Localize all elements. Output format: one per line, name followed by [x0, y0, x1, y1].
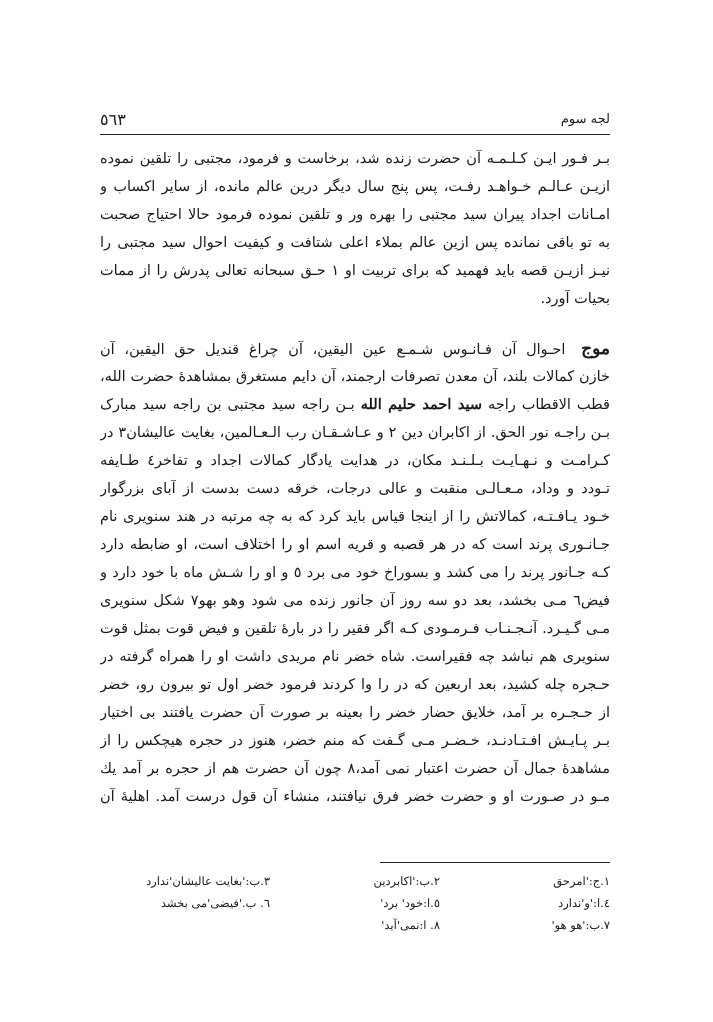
footnote-row [100, 892, 610, 914]
text-line: بـن راجـه نور الحق. از اکابران دین ۲ و عـاشـقـان رب الـعـالمین، بغایت عالیشان۳ در [100, 425, 610, 441]
text-line: از حـجـره بر آمد، خلایق حضار خضر را بعینه بر صورت آن حضرت یافتند بی اختیار [100, 705, 610, 721]
text-line: امـانات اجداد پیران سید مجتبی را بهره ور و تلقین نموده فرمود حالا احتیاج صحبت [100, 207, 610, 223]
footnote-row [100, 870, 610, 892]
footnote: ٦. ب.'فیضی'می بخشد [160, 896, 270, 910]
text-line [100, 391, 610, 419]
text-line: حـجره چله کشید، بعد اربعین که در را وا کردند فرمود خضر اول تو بیرون رو، خضر [100, 677, 610, 693]
text-line: به تو باقی نمانده پس ازین عالم بملاء اعلی شتافت و کیفیت احوال سید مجتبی را [100, 235, 610, 251]
footnote: ٥.ا:خود' برد' [380, 896, 440, 910]
footnote: ۱.ج:'امرحق [553, 874, 610, 888]
text-line: بـر فـور ایـن کـلـمـه آن حضرت زنده شد، برخاست و فرمود، مجتبی را تلقین نموده [100, 151, 610, 167]
header-rule [100, 134, 610, 135]
text-line: نیـز ازیـن قصه باید فهمید که برای تربیت او ۱ حـق سبحانه تعالی پدرش را از ممات [100, 263, 610, 279]
footnote: ۸. ا:نمی'آید' [381, 918, 440, 932]
highlighted-name: سید احمد حلیم الله [360, 396, 482, 413]
text-line: بـر پـایـش افـتـادنـد، خـضـر مـی گـفت که منم خضر، هنوز در حجره هیچکس را از [100, 733, 610, 749]
footnotes [100, 870, 610, 936]
footnote: ۷.ب:'هو هو' [551, 918, 610, 932]
text-line: مشاهدهٔ جمال آن حضرت اعتبار نمی آمد،۸ چون آن حضرت هم از حجره بر آمد یك [100, 761, 610, 777]
text-line: تـودد و وداد، مـعـالـی منقبت و عالی درجات، خرقه دست بدست از آبای بزرگوار [100, 481, 610, 497]
footnote-row [100, 914, 610, 936]
text-line: مـی گـیـرد. آنـجـنـاب فـرمـودی کـه اگر فقیر را در بارهٔ تلقین و فیض قوت بمثل قوت [100, 621, 610, 637]
text-span: بـن راجه سید مجتبی بن راجه سید مبارک [100, 397, 355, 413]
chapter-title: لجه سوم [560, 112, 610, 127]
text-line: مـو در صـورت او و حضرت خضر فرق نیافتند، منشاء آن قول درست آمد. اهلیهٔ آن [100, 789, 610, 805]
text-line: خـود یـافـتـه، کمالاتش را از اینجا قیاس باید کرد که به چه مرتبه در هند سنویری نام [100, 509, 610, 525]
text-line: فیض٦ مـی بخشد، بعد دو سه روز آن جانور زنده می شود وهو بهو۷ شکل سنویری [100, 593, 610, 609]
text-line: کـه جـانور پرند را می کشد و بسوراخ خود می برد ٥ و او را شـش ماه با خود دارد و [100, 565, 610, 581]
footnote [100, 914, 270, 936]
text-line: سنویری هم نباشد چه فقیراست. شاه خضر نام مریدی داشت او را همراه گرفته در [100, 649, 610, 665]
running-header [100, 110, 610, 132]
text-span: قطب الاقطاب راجه [487, 397, 610, 413]
text-line: بحیات آورد. [540, 291, 610, 307]
text-span: احـوال آن فـانـوس شـمـع عین الیقین، آن چراغ قندیل حق الیقین، آن [100, 342, 566, 358]
text-line: ازیـن عـالـم خـواهـد رفـت، پس پنج سال دیگر درین عالم مانده، از سایر اکساب و [100, 179, 610, 195]
footnote-rule [380, 862, 610, 863]
text-line [100, 335, 610, 363]
footnote: ۳.ب:'بغایت عالیشان'ندارد [146, 874, 270, 888]
page-number: ٥٦٣ [100, 110, 126, 129]
main-text [100, 145, 610, 811]
section-lead-word: موج [581, 339, 610, 359]
text-line: خازن کمالات بلند، آن معدن تصرفات ارجمند، آن دایم مستغرق بمشاهدهٔ حضرت الله، [100, 369, 610, 385]
footnote: ٤.ا:'و'ندارد [558, 896, 610, 910]
text-line: جـانـوری پرند است که در هر قصبه و قریه اسم او را اختلاف است، او ضابطه دارد [100, 537, 610, 553]
footnote: ۲.ب:'اکابردین [373, 874, 440, 888]
text-line: کـرامـت و نـهـایـت بـلـنـد مکان، در هدایت یادگار کمالات اجداد و تفاخر٤ طـایفه [100, 453, 610, 469]
